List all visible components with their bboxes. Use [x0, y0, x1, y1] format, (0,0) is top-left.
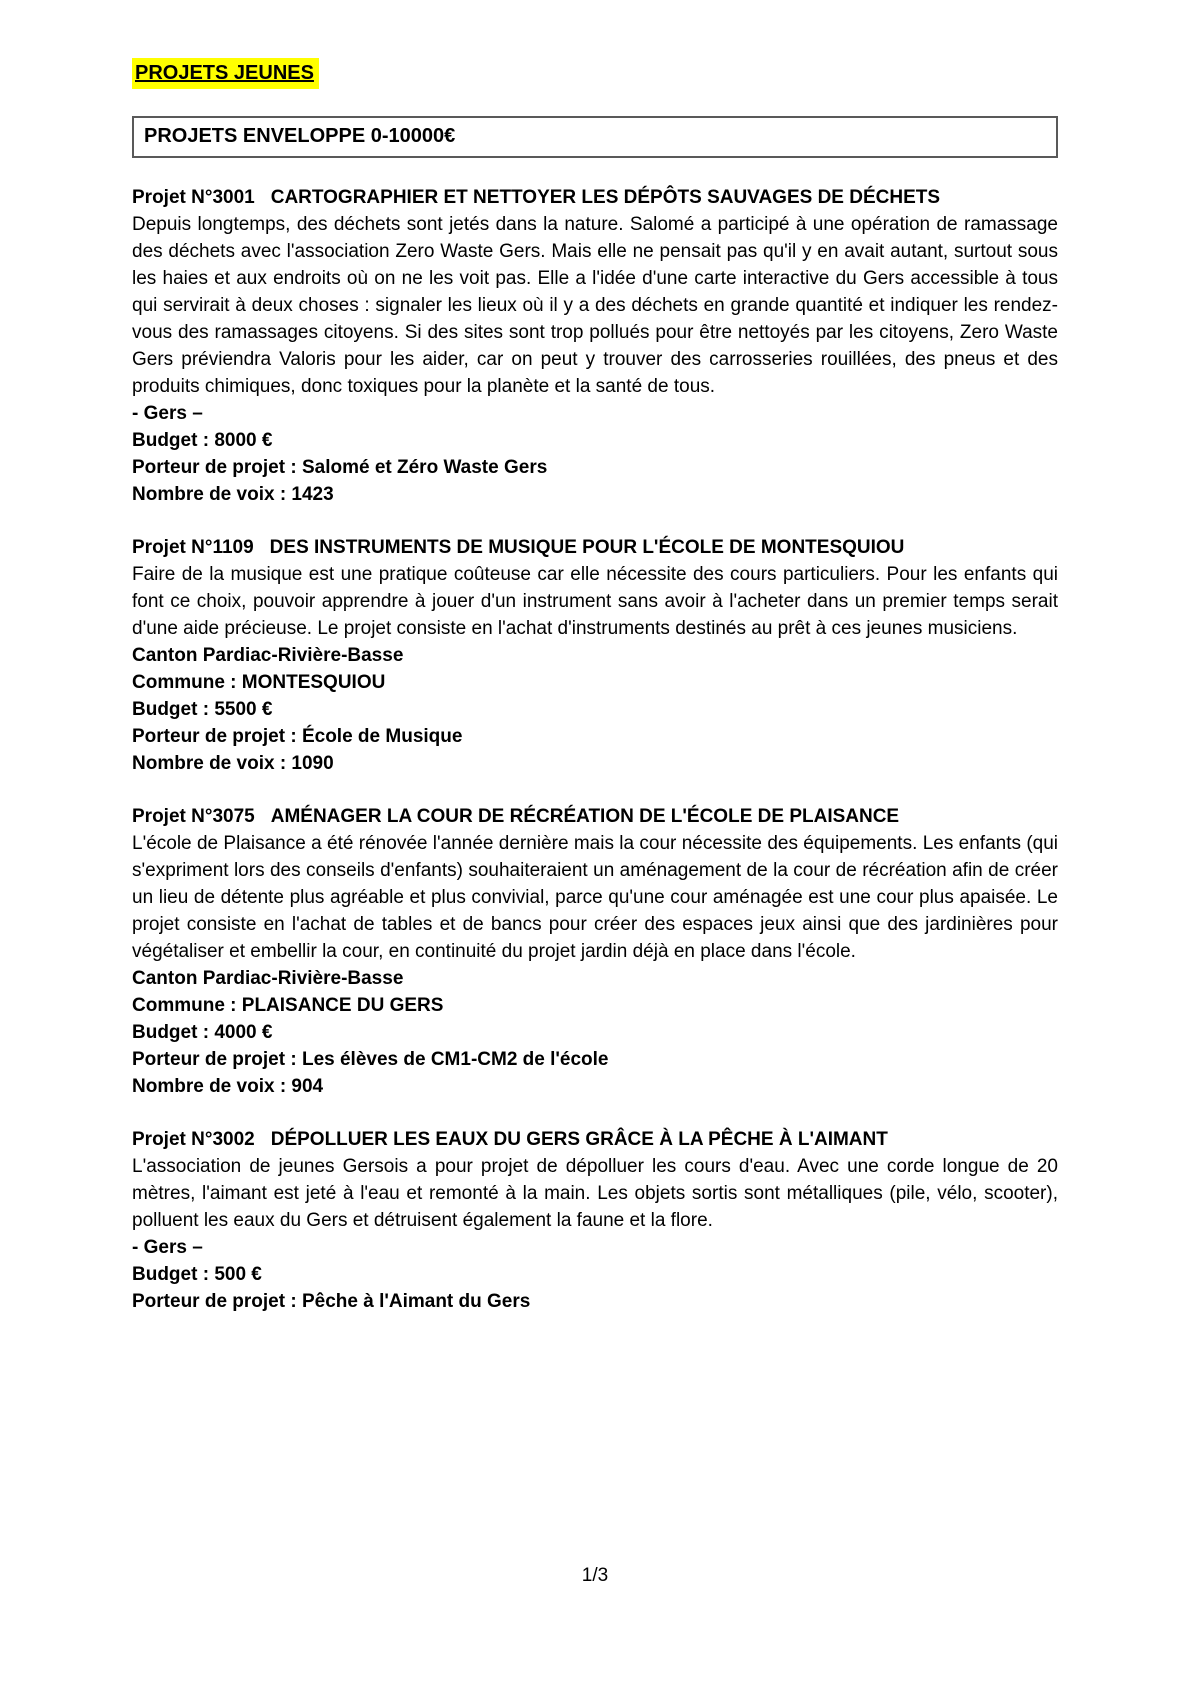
project-detail-voix: Nombre de voix : 904	[132, 1076, 324, 1097]
project-detail-porteur: Porteur de projet : Pêche à l'Aimant du Gers	[132, 1291, 531, 1312]
project-detail-territory: - Gers –	[132, 403, 203, 424]
project-detail-voix: Nombre de voix : 1090	[132, 753, 334, 774]
project-heading	[132, 534, 1058, 561]
project-section	[132, 803, 1058, 1100]
project-description: Faire de la musique est une pratique coûteuse car elle nécessite des cours particuliers. Pour les enfants qui font ce choix, pouvoir apprendre à jouer d'un instrument sans avoir à l'acheter dans un premier temps serait d'une aide précieuse. Le projet consiste en l'achat d'instruments destinés au prêt à ces jeunes musiciens.	[132, 564, 1058, 639]
project-detail-voix: Nombre de voix : 1423	[132, 484, 334, 505]
project-detail-territory: - Gers –	[132, 1237, 203, 1258]
project-label: Projet N°3002	[132, 1129, 255, 1150]
project-section	[132, 1126, 1058, 1315]
project-title: AMÉNAGER LA COUR DE RÉCRÉATION DE L'ÉCOLE DE PLAISANCE	[270, 806, 900, 827]
document-title: PROJETS JEUNES	[132, 58, 319, 89]
project-detail-budget: Budget : 8000 €	[132, 430, 273, 451]
project-detail-porteur: Porteur de projet : Salomé et Zéro Waste Gers	[132, 457, 548, 478]
project-detail-porteur: Porteur de projet : Les élèves de CM1-CM2 de l'école	[132, 1049, 609, 1070]
project-heading	[132, 803, 1058, 830]
project-section	[132, 534, 1058, 777]
project-title: CARTOGRAPHIER ET NETTOYER LES DÉPÔTS SAUVAGES DE DÉCHETS	[270, 187, 941, 208]
project-heading	[132, 184, 1058, 211]
project-description: L'école de Plaisance a été rénovée l'année dernière mais la cour nécessite des équipements. Les enfants (qui s'expriment lors des conseils d'enfants) souhaiteraient un aménagement de la cour de récréation afin de créer un lieu de détente plus agréable et plus convivial, parce qu'une cour aménagée est une cour plus apaisée. Le projet consiste en l'achat de tables et de bancs pour créer des espaces jeux ainsi que des jardinières pour végétaliser et embellir la cour, en continuité du projet jardin déjà en place dans l'école.	[132, 833, 1058, 962]
envelope-header-label: PROJETS ENVELOPPE 0-10000€	[144, 125, 456, 147]
project-description: Depuis longtemps, des déchets sont jetés dans la nature. Salomé a participé à une opération de ramassage des déchets avec l'association Zero Waste Gers. Mais elle ne pensait pas qu'il y en avait autant, surtout sous les haies et aux endroits où on ne les voit pas. Elle a l'idée d'une carte interactive du Gers accessible à tous qui servirait à deux choses : signaler les lieux où il y a des déchets en grande quantité et indiquer les rendez-vous des ramassages citoyens. Si des sites sont trop pollués pour être nettoyés par les citoyens, Zero Waste Gers préviendra Valoris pour les aider, car on peut y trouver des carrosseries rouillées, des pneus et des produits chimiques, donc toxiques pour la planète et la santé de tous.	[132, 214, 1058, 397]
project-detail-commune: Commune : PLAISANCE DU GERS	[132, 995, 444, 1016]
project-label: Projet N°3001	[132, 187, 255, 208]
project-label: Projet N°1109	[132, 537, 254, 558]
project-detail-budget: Budget : 4000 €	[132, 1022, 273, 1043]
project-title: DES INSTRUMENTS DE MUSIQUE POUR L'ÉCOLE DE MONTESQUIOU	[269, 537, 905, 558]
project-detail-budget: Budget : 500 €	[132, 1264, 262, 1285]
project-detail-commune: Commune : MONTESQUIOU	[132, 672, 386, 693]
project-title: DÉPOLLUER LES EAUX DU GERS GRÂCE À LA PÊCHE À L'AIMANT	[270, 1129, 888, 1150]
envelope-header-box	[132, 116, 1058, 158]
project-detail-porteur: Porteur de projet : École de Musique	[132, 726, 463, 747]
project-description: L'association de jeunes Gersois a pour projet de dépolluer les cours d'eau. Avec une corde longue de 20 mètres, l'aimant est jeté à l'eau et remonté à la main. Les objets sortis sont métalliques (pile, vélo, scooter), polluent les eaux du Gers et détruisent également la faune et la flore.	[132, 1156, 1058, 1231]
project-detail-budget: Budget : 5500 €	[132, 699, 273, 720]
project-label: Projet N°3075	[132, 806, 255, 827]
project-section	[132, 184, 1058, 508]
page-number: 1/3	[581, 1565, 609, 1586]
project-heading	[132, 1126, 1058, 1153]
project-detail-canton: Canton Pardiac-Rivière-Basse	[132, 968, 404, 989]
project-detail-canton: Canton Pardiac-Rivière-Basse	[132, 645, 404, 666]
